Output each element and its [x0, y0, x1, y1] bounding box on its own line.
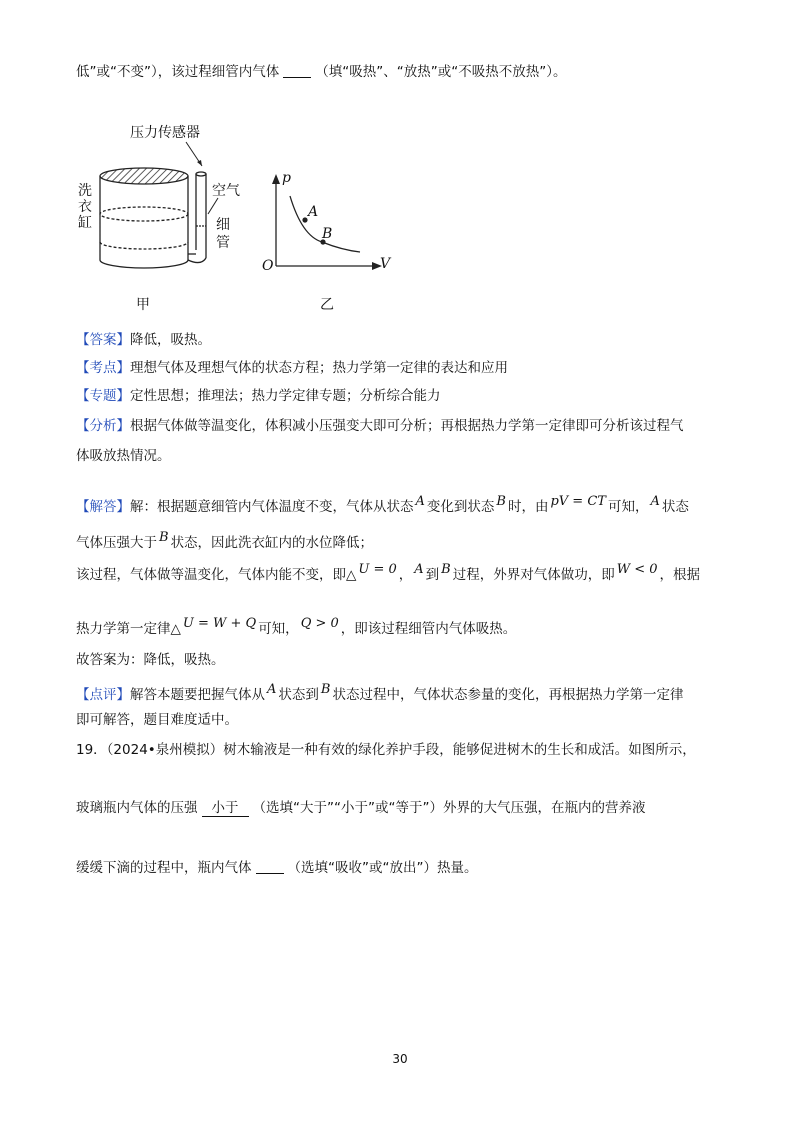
fenxi-text: 体吸放热情况。 — [76, 448, 171, 464]
jieda-line-3 — [76, 560, 700, 585]
question-19-line-1 — [76, 740, 696, 760]
text: 可知， — [258, 621, 299, 637]
text: ）热量。 — [423, 860, 478, 876]
text: ）外界的大气压强，在瓶内的营养液 — [429, 800, 646, 816]
math: B — [496, 494, 506, 509]
answer-text: 降低，吸热。 — [130, 332, 211, 348]
label-air: 空气 — [212, 183, 240, 199]
kaodian-text: 理想气体及理想气体的状态方程；热力学第一定律的表达和应用 — [130, 360, 508, 376]
text: 19．（2024•泉州模拟）树木输液是一种有效的绿化养护手段，能够促进树木的生长和成活。如图所示， — [76, 742, 696, 758]
text: 故答案为：降低，吸热。 — [76, 652, 225, 668]
math: W < 0 — [616, 562, 658, 577]
text: 缓缓下滴的过程中，瓶内气体 — [76, 860, 252, 876]
origin-label: O — [262, 258, 274, 274]
label-washer-1: 洗 — [78, 183, 92, 199]
zhuanti-text: 定性思想；推理法；热力学定律专题；分析综合能力 — [130, 388, 441, 404]
text: （选填“吸收”或“放出” — [287, 860, 424, 876]
answer-blank — [283, 63, 311, 78]
jieda-line-2 — [76, 528, 373, 553]
math: A — [415, 494, 425, 509]
math: A — [650, 494, 660, 509]
text: 该过程，气体做等温变化，气体内能不变，即△ — [76, 567, 357, 583]
text: 状态过程中，气体状态参量的变化，再根据热力学第一定律 — [332, 687, 684, 703]
text: 状态，因此洗衣缸内的水位降低； — [170, 535, 374, 551]
kaodian-tag: 【考点】 — [76, 360, 130, 376]
text: ，根据 — [659, 567, 701, 583]
text: 可知， — [607, 499, 649, 515]
label-tube-2: 管 — [216, 235, 230, 251]
label-washer-2: 衣 — [78, 199, 92, 215]
text: 气体压强大于 — [76, 535, 157, 551]
fenxi-text: 根据气体做等温变化，体积减小压强变大即可分析；再根据热力学第一定律即可分析该过程气 — [130, 418, 684, 434]
question-19-line-2 — [76, 798, 645, 818]
dianping-line-2 — [76, 710, 238, 730]
label-tube-1: 细 — [216, 217, 230, 233]
pv-graph — [272, 174, 382, 270]
thin-tube — [188, 172, 206, 263]
text: 时，由 — [507, 499, 549, 515]
text: 热力学第一定律△ — [76, 621, 181, 637]
zhuanti-tag: 【专题】 — [76, 388, 130, 404]
answer-tag: 【答案】 — [76, 332, 130, 348]
math: U = W + Q — [182, 616, 257, 631]
text: 玻璃瓶内气体的压强 — [76, 800, 198, 816]
figure-drawing — [76, 118, 406, 318]
text: 状态到 — [278, 687, 319, 703]
filled-answer-blank: 小于 — [202, 800, 249, 817]
point-a-label: A — [308, 204, 319, 220]
washer-cylinder — [100, 168, 188, 268]
point-a-marker — [302, 217, 307, 222]
kaodian-line — [76, 358, 508, 378]
math: A — [414, 562, 424, 577]
answer-blank — [256, 859, 284, 874]
text: 到 — [425, 567, 440, 583]
label-pressure-sensor: 压力传感器 — [130, 125, 200, 141]
text: ），该过程细管内气体 — [150, 64, 280, 80]
air-arrow — [208, 198, 218, 214]
point-b-label: B — [322, 226, 333, 242]
text: 低”或“不变” — [76, 64, 151, 80]
text-line-1 — [76, 62, 566, 82]
label-jia: 甲 — [136, 297, 150, 313]
dianping-tag: 【点评】 — [76, 687, 130, 703]
text: 状态 — [661, 499, 689, 515]
text: 解答本题要把握气体从 — [130, 687, 265, 703]
math: Q > 0 — [300, 616, 339, 631]
physics-figure — [76, 118, 406, 318]
math: B — [320, 682, 331, 697]
text: （选填“大于”“小于”或“等于” — [252, 800, 430, 816]
text: ，即该过程细管内气体吸热。 — [340, 621, 517, 637]
question-19-line-3 — [76, 858, 477, 878]
math: B — [159, 530, 169, 545]
axis-label-p: p — [282, 170, 291, 186]
axis-label-v: V — [380, 256, 391, 272]
jieda-tag: 【解答】 — [76, 499, 130, 515]
text: 即可解答，题目难度适中。 — [76, 712, 238, 728]
jieda-line-1 — [76, 492, 689, 517]
text: 解：根据题意细管内气体温度不变，气体从状态 — [130, 499, 414, 515]
text: 变化到状态 — [426, 499, 495, 515]
math: pV = CT — [550, 494, 606, 509]
math: B — [441, 562, 451, 577]
label-yi: 乙 — [320, 297, 334, 313]
fenxi-tag: 【分析】 — [76, 418, 130, 434]
label-washer-3: 缸 — [78, 215, 92, 231]
dianping-line-1 — [76, 680, 683, 705]
text: （填“吸热”、“放热”或“不吸热不放热” — [315, 64, 547, 80]
text: ， — [398, 567, 413, 583]
text: 过程，外界对气体做功，即 — [452, 567, 615, 583]
jieda-line-4 — [76, 614, 516, 639]
text: ）。 — [546, 64, 567, 80]
math: U = 0 — [358, 562, 397, 577]
zhuanti-line — [76, 386, 441, 406]
page-number: 30 — [392, 1052, 408, 1066]
answer-line — [76, 330, 211, 350]
jieda-line-5 — [76, 650, 225, 670]
fenxi-line-2 — [76, 446, 171, 466]
fenxi-line-1 — [76, 416, 684, 436]
math: A — [267, 682, 277, 697]
